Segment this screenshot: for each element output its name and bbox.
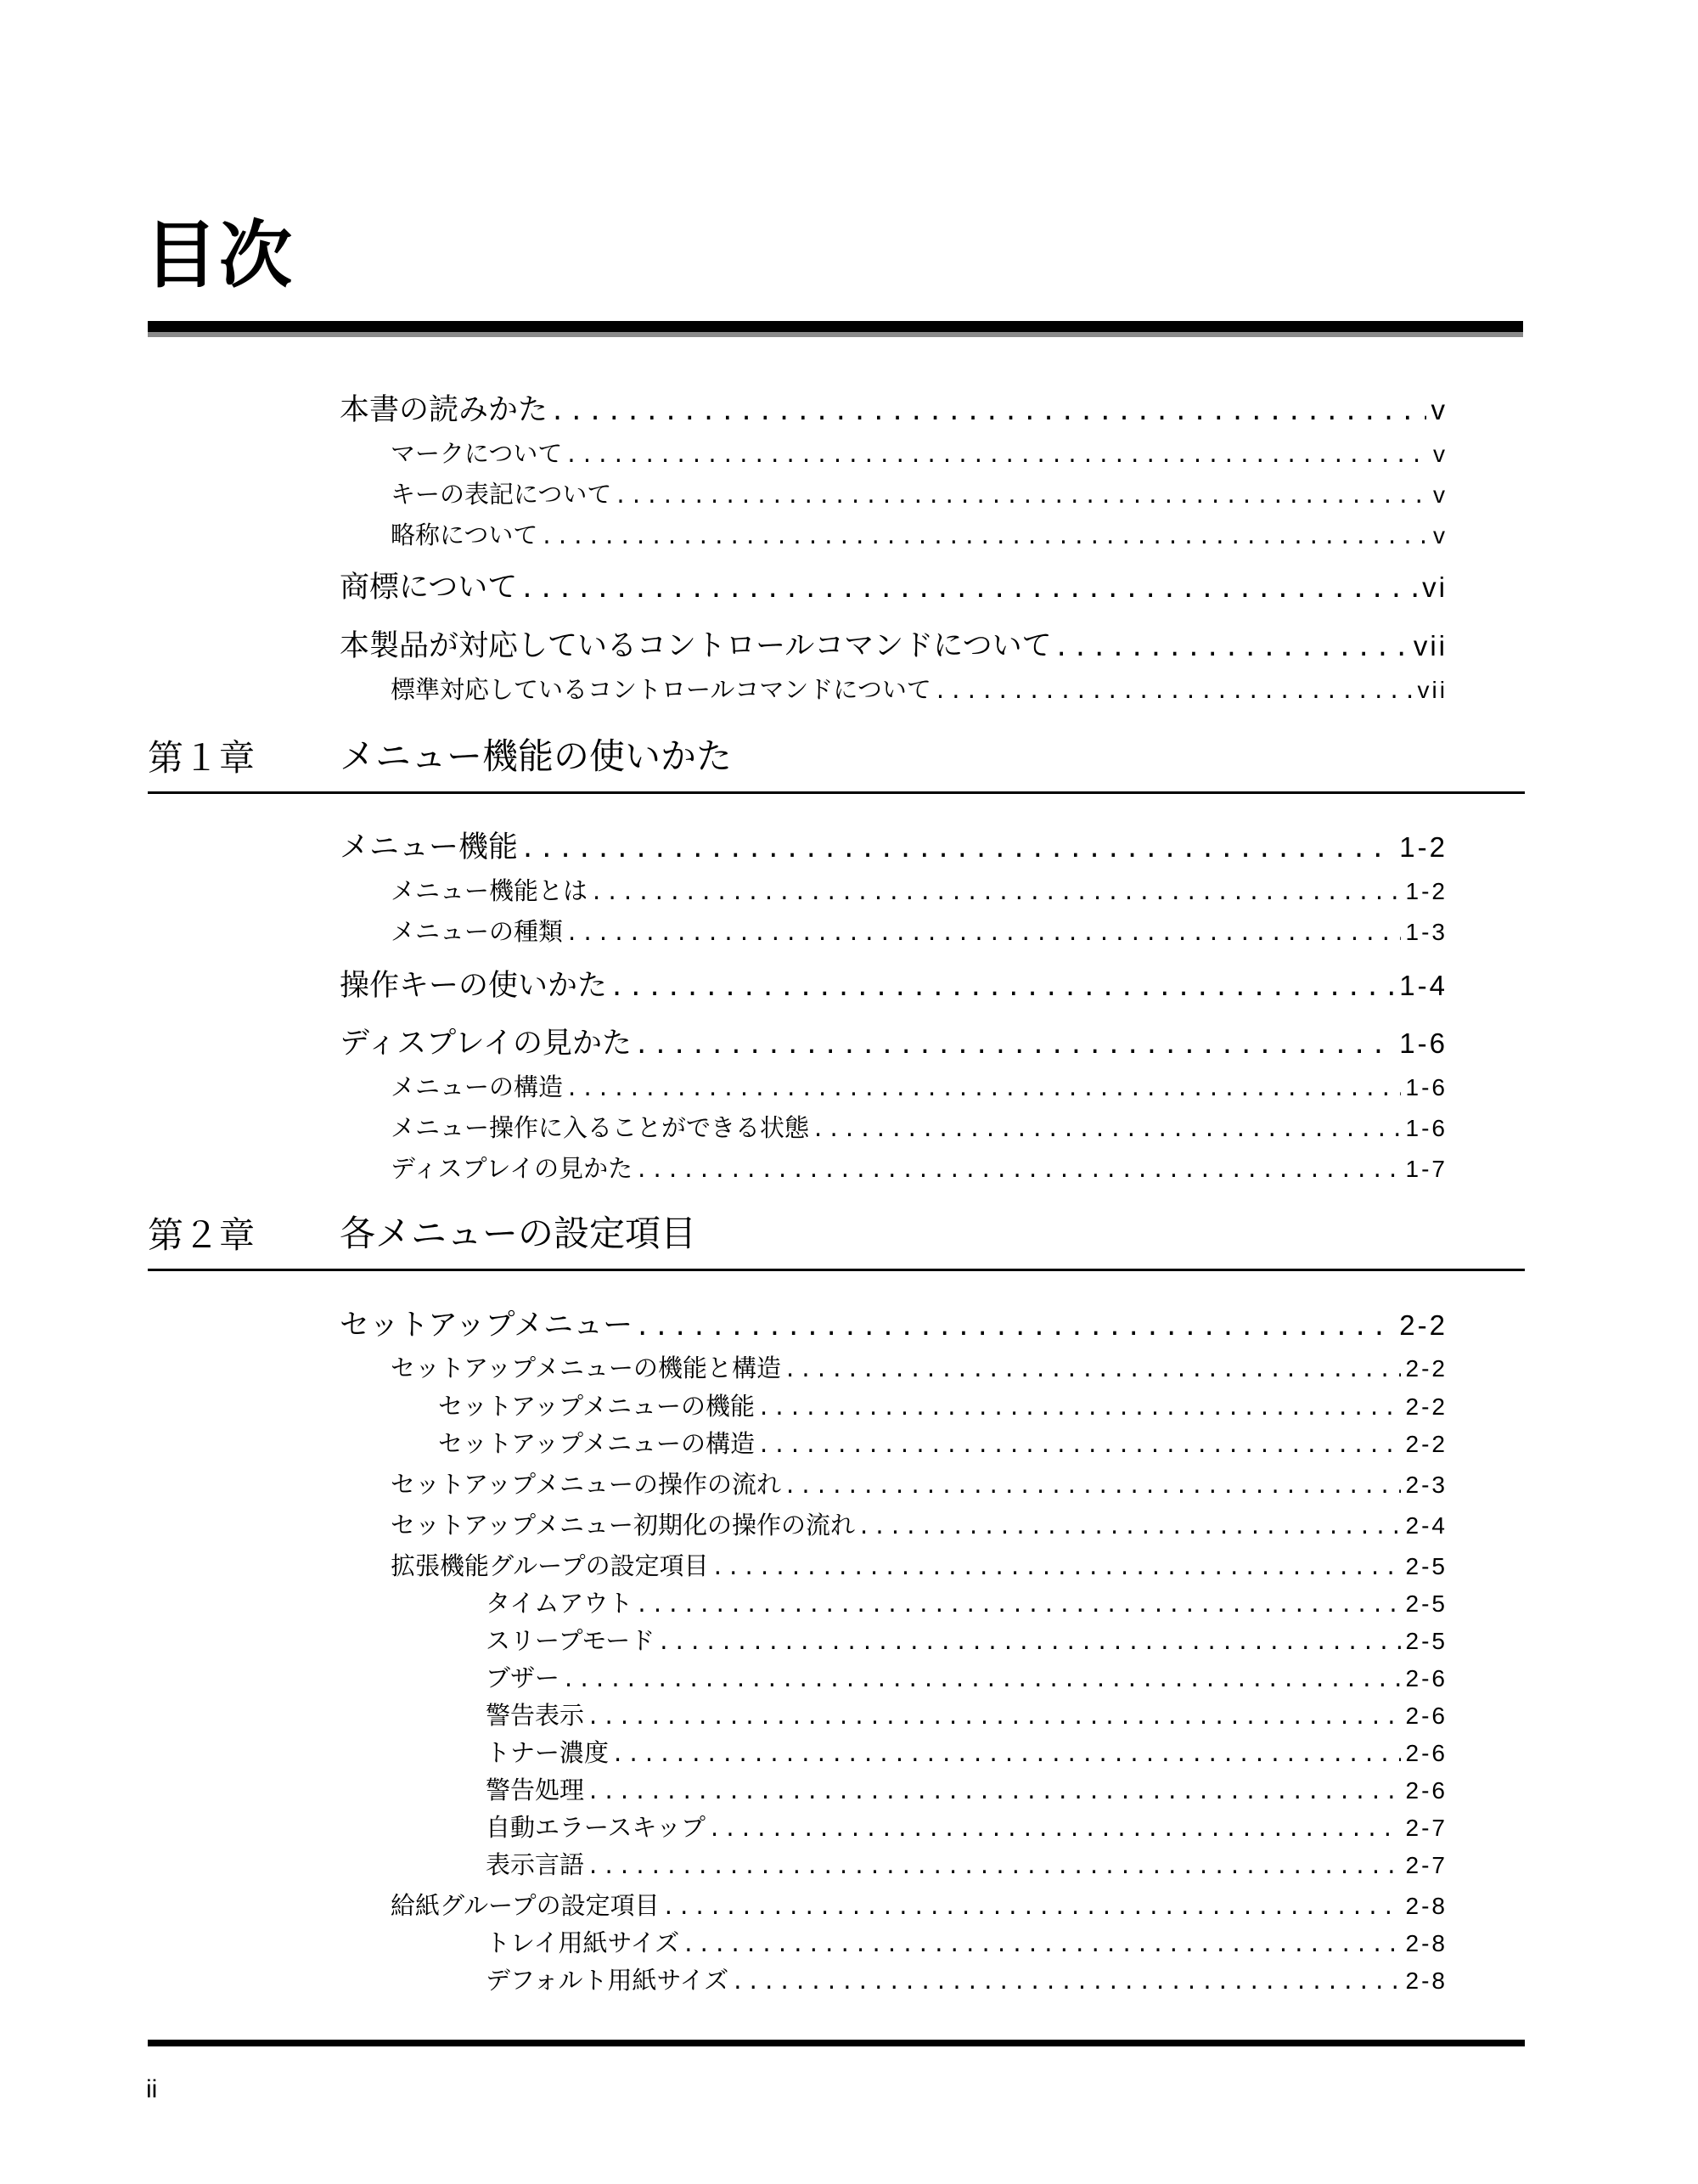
toc-entry-label: 警告処理 xyxy=(486,1776,585,1804)
toc-entry[interactable] xyxy=(391,1547,1448,1582)
toc-entry-page: 2-2 xyxy=(1405,1393,1448,1420)
toc-entry-page: 1-6 xyxy=(1399,1027,1448,1059)
toc-entry-page: 1-4 xyxy=(1399,970,1448,1001)
leader-dots xyxy=(614,1738,1401,1767)
toc-entry-label: ディスプレイの見かた xyxy=(340,1027,633,1061)
toc-entry[interactable] xyxy=(340,386,1448,429)
toc-entry[interactable] xyxy=(486,1809,1448,1843)
toc-entry[interactable] xyxy=(340,622,1448,665)
title-rule xyxy=(148,321,1523,332)
leader-dots xyxy=(568,1072,1401,1101)
toc-entry-page: 2-8 xyxy=(1405,1967,1448,1994)
chapter-number: 第２章 xyxy=(148,1214,256,1256)
leader-dots xyxy=(612,969,1394,1003)
toc-entry[interactable] xyxy=(391,1109,1448,1144)
toc-entry[interactable] xyxy=(486,1734,1448,1769)
toc-entry-label: セットアップメニュー初期化の操作の流れ xyxy=(391,1511,855,1539)
toc-entry-label: セットアップメニュー xyxy=(340,1309,633,1342)
toc-entry[interactable] xyxy=(486,1659,1448,1694)
page-number: ii xyxy=(146,2075,158,2103)
toc-entry[interactable] xyxy=(340,962,1448,1005)
toc-entry-label: メニューの種類 xyxy=(391,917,564,946)
toc-entry[interactable] xyxy=(486,1924,1448,1959)
toc-entry-label: 警告表示 xyxy=(486,1701,585,1730)
toc-entry[interactable] xyxy=(391,913,1448,948)
leader-dots xyxy=(711,1813,1401,1842)
toc-entry-page: 1-6 xyxy=(1405,1074,1448,1100)
toc-entry-page: 1-2 xyxy=(1399,831,1448,863)
toc-entry-label: 商標について xyxy=(340,571,518,605)
toc-entry-page: 2-8 xyxy=(1405,1893,1448,1919)
toc-entry[interactable] xyxy=(340,824,1448,866)
toc-entry-label: キーの表記について xyxy=(391,480,612,509)
toc-entry-page: vii xyxy=(1417,677,1448,703)
toc-entry-label: セットアップメニューの機能と構造 xyxy=(391,1354,781,1382)
toc-entry-label: デフォルト用紙サイズ xyxy=(486,1966,729,1995)
toc-entry-page: 2-4 xyxy=(1405,1512,1448,1539)
leader-dots xyxy=(616,480,1428,509)
toc-entry-page: 1-6 xyxy=(1405,1115,1448,1141)
toc-entry-page: 1-3 xyxy=(1405,919,1448,945)
toc-entry[interactable] xyxy=(486,1846,1448,1881)
toc-entry-label: タイムアウト xyxy=(486,1589,633,1618)
toc-entry-label: メニュー機能 xyxy=(340,830,519,864)
leader-dots xyxy=(638,1309,1394,1342)
toc-entry-page: 2-5 xyxy=(1405,1553,1448,1579)
toc-entry[interactable] xyxy=(340,1302,1448,1344)
toc-entry[interactable] xyxy=(340,1020,1448,1062)
toc-entry-label: メニューの構造 xyxy=(391,1072,564,1101)
leader-dots xyxy=(589,1701,1401,1730)
toc-entry-label: セットアップメニューの操作の流れ xyxy=(391,1470,781,1499)
toc-entry-label: 標準対応しているコントロールコマンドについて xyxy=(391,675,931,704)
leader-dots xyxy=(565,1663,1401,1692)
toc-entry-page: 2-6 xyxy=(1405,1703,1448,1729)
toc-entry-page: 2-8 xyxy=(1405,1930,1448,1956)
leader-dots xyxy=(936,675,1413,704)
footer-rule xyxy=(148,2040,1525,2046)
toc-entry-label: 給紙グループの設定項目 xyxy=(391,1891,660,1920)
toc-entry-page: v xyxy=(1431,394,1448,425)
leader-dots xyxy=(760,1429,1401,1458)
toc-entry[interactable] xyxy=(438,1388,1448,1422)
chapter-title: 各メニューの設定項目 xyxy=(340,1213,697,1254)
toc-entry-page: 2-2 xyxy=(1405,1355,1448,1382)
toc-entry-label: トナー濃度 xyxy=(486,1738,610,1767)
toc-entry-label: スリープモード xyxy=(486,1626,655,1655)
toc-entry[interactable] xyxy=(486,1962,1448,1996)
toc-entry-page: v xyxy=(1433,481,1448,508)
leader-dots xyxy=(684,1928,1400,1957)
toc-entry[interactable] xyxy=(391,671,1448,706)
page-title: 目次 xyxy=(144,213,294,298)
toc-entry[interactable] xyxy=(391,872,1448,907)
toc-entry-label: トレイ用紙サイズ xyxy=(486,1928,680,1957)
toc-entry[interactable] xyxy=(391,1466,1448,1500)
chapter-title: メニュー機能の使いかた xyxy=(340,735,733,777)
leader-dots xyxy=(638,1154,1400,1183)
toc-entry[interactable] xyxy=(391,1068,1448,1103)
leader-dots xyxy=(665,1891,1401,1920)
toc-entry-page: 2-5 xyxy=(1405,1590,1448,1617)
chapter-number: 第１章 xyxy=(148,737,256,779)
toc-entry-label: メニュー操作に入ることができる状態 xyxy=(391,1113,810,1142)
leader-dots xyxy=(568,917,1401,946)
toc-entry-label: 本書の読みかた xyxy=(340,393,548,427)
toc-entry-label: 表示言語 xyxy=(486,1850,585,1879)
toc-entry-label: セットアップメニューの構造 xyxy=(438,1429,755,1458)
leader-dots xyxy=(589,1776,1401,1804)
leader-dots xyxy=(593,876,1401,905)
toc-entry[interactable] xyxy=(391,1150,1448,1185)
leader-dots xyxy=(567,439,1428,468)
toc-entry-page: 2-2 xyxy=(1405,1431,1448,1457)
leader-dots xyxy=(523,830,1394,864)
toc-entry-label: 略称について xyxy=(391,521,538,549)
leader-dots xyxy=(760,1392,1401,1421)
leader-dots xyxy=(638,1589,1400,1618)
toc-entry-page: 2-5 xyxy=(1405,1628,1448,1654)
leader-dots xyxy=(734,1966,1400,1995)
toc-entry-label: 本製品が対応しているコントロールコマンドについて xyxy=(340,629,1052,663)
toc-entry[interactable] xyxy=(486,1697,1448,1731)
toc-entry-page: 1-2 xyxy=(1405,878,1448,904)
toc-entry-page: 2-7 xyxy=(1405,1815,1448,1841)
toc-entry-page: v xyxy=(1433,522,1448,549)
toc-entry[interactable] xyxy=(486,1585,1448,1619)
toc-entry[interactable] xyxy=(340,564,1448,606)
toc-entry[interactable] xyxy=(391,476,1448,510)
toc-entry-label: セットアップメニューの機能 xyxy=(438,1392,755,1421)
toc-entry-label: 操作キーの使いかた xyxy=(340,969,608,1003)
toc-entry-page: 1-7 xyxy=(1405,1156,1448,1182)
toc-entry[interactable] xyxy=(391,435,1448,470)
chapter-rule xyxy=(148,791,1525,794)
leader-dots xyxy=(589,1850,1401,1879)
toc-entry-label: 拡張機能グループの設定項目 xyxy=(391,1551,709,1580)
leader-dots xyxy=(786,1470,1401,1499)
toc-entry[interactable] xyxy=(486,1771,1448,1806)
toc-entry-label: マークについて xyxy=(391,439,563,468)
toc-entry-page: vii xyxy=(1413,630,1448,661)
chapter-rule xyxy=(148,1269,1525,1271)
leader-dots xyxy=(522,571,1417,605)
leader-dots xyxy=(660,1626,1400,1655)
title-rule-shadow xyxy=(148,332,1523,337)
toc-entry[interactable] xyxy=(391,1506,1448,1541)
toc-entry-page: 2-7 xyxy=(1405,1852,1448,1878)
toc-entry[interactable] xyxy=(438,1425,1448,1460)
toc-entry-page: v xyxy=(1433,441,1448,467)
toc-entry-page: 2-6 xyxy=(1405,1665,1448,1691)
toc-entry-label: 自動エラースキップ xyxy=(486,1813,706,1842)
toc-entry-page: 2-3 xyxy=(1405,1472,1448,1498)
toc-entry-page: 2-6 xyxy=(1405,1777,1448,1804)
leader-dots xyxy=(1057,629,1408,663)
leader-dots xyxy=(553,393,1425,427)
leader-dots xyxy=(637,1027,1394,1061)
toc-entry-label: ディスプレイの見かた xyxy=(391,1154,633,1183)
toc-entry[interactable] xyxy=(486,1622,1448,1657)
leader-dots xyxy=(860,1511,1401,1539)
leader-dots xyxy=(814,1113,1401,1142)
leader-dots xyxy=(714,1551,1401,1580)
toc-entry-label: メニュー機能とは xyxy=(391,876,588,905)
leader-dots xyxy=(543,521,1428,549)
leader-dots xyxy=(786,1354,1401,1382)
toc-entry[interactable] xyxy=(391,516,1448,551)
toc-entry-page: vi xyxy=(1422,571,1448,603)
toc-entry[interactable] xyxy=(391,1887,1448,1922)
toc-entry-page: 2-6 xyxy=(1405,1740,1448,1766)
toc-entry[interactable] xyxy=(391,1349,1448,1384)
toc-entry-page: 2-2 xyxy=(1399,1309,1448,1341)
toc-entry-label: ブザー xyxy=(486,1663,560,1692)
